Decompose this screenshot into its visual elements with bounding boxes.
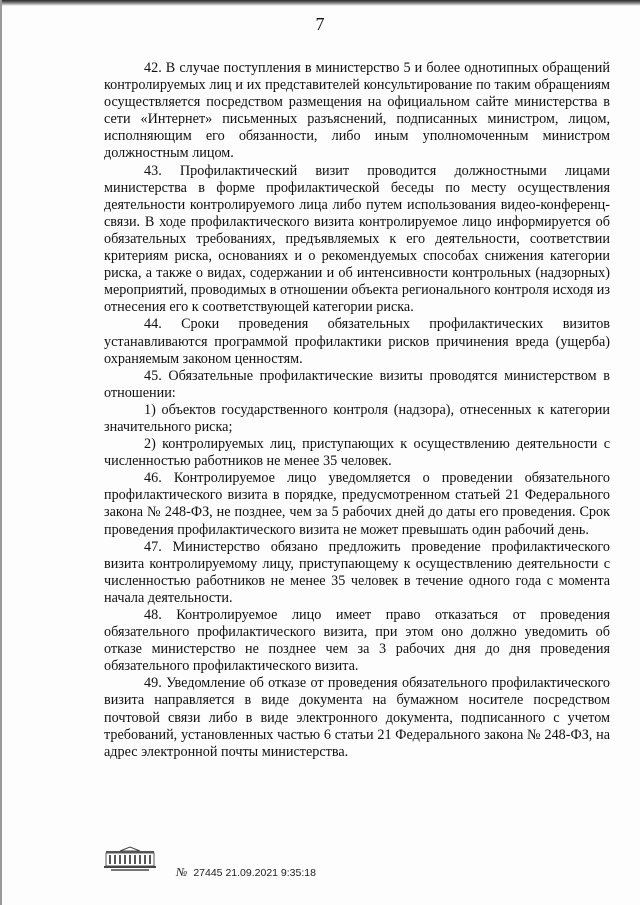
paragraph-42: 42. В случае поступления в министерство 5 и более однотипных обращений контролируемых лиц и их представителей консультирование по таким обращениям осуществляется посредством размещения на официальном сайте министерства в сети «Интернет» письменных разъяснений, подписанных министром, лицом, исполняющим его обязанности, либо иным уполномоченным министром должностным лицом. — [104, 60, 610, 162]
paragraph-46: 46. Контролируемое лицо уведомляется о проведении обязательного профилактического визита в порядке, предусмотренном статьей 21 Федерального закона № 248-ФЗ, не позднее, чем за 5 рабочих дней до даты его проведения. Срок проведения профилактического визита не может превышать один рабочий день. — [104, 470, 610, 538]
paragraph-44: 44. Сроки проведения обязательных профилактических визитов устанавливаются программой профилактики рисков причинения вреда (ущерба) охраняемым законом ценностям. — [104, 316, 610, 367]
document-stamp — [176, 866, 316, 879]
stamp-text: 27445 21.09.2021 9:35:18 — [193, 867, 316, 879]
paragraph-49: 49. Уведомление об отказе от проведения обязательного профилактического визита направляется в виде документа на бумажном носителе посредством почтовой связи либо в виде электронного документа, подписанного с учетом требований, установленных частью 6 статьи 21 Федерального закона № 248-ФЗ, на адрес электронной почты министерства. — [104, 675, 610, 760]
paragraph-43: 43. Профилактический визит проводится должностными лицами министерства в форме профилактической беседы по месту осуществления деятельности контролируемого лица либо путем использования видео-конференц-связи. В ходе профилактического визита контролируемое лицо информируется об обязательных требованиях, предъявляемых к его деятельности, соответствии критериям риска, основаниях и о рекомендуемых способах снижения категории риска, а также о видах, содержании и об интенсивности контрольных (надзорных) мероприятий, проводимых в отношении объекта регионального контроля исходя из отнесения его к соответствующей категории риска. — [104, 162, 610, 316]
scan-edge-top — [0, 0, 640, 6]
document-body — [104, 60, 610, 761]
stamp-symbol: № — [176, 865, 188, 879]
paragraph-45: 45. Обязательные профилактические визиты проводятся министерством в отношении: — [104, 367, 610, 401]
page-number: 7 — [315, 14, 325, 34]
paragraph-45-item-2: 2) контролируемых лиц, приступающих к осуществлению деятельности с численностью работников не менее 35 человек. — [104, 436, 610, 470]
paragraph-45-item-1: 1) объектов государственного контроля (надзора), отнесенных к категории значительного риска; — [104, 401, 610, 435]
paragraph-48: 48. Контролируемое лицо имеет право отказаться от проведения обязательного профилактического визита, при этом оно должно уведомить об отказе министерство не позднее чем за 3 рабочих дня до дня проведения обязательного профилактического визита. — [104, 607, 610, 675]
paragraph-47: 47. Министерство обязано предложить проведение профилактического визита контролируемому лицу, приступающему к осуществлению деятельности с численностью работников не менее 35 человек в течение одного года с момента начала деятельности. — [104, 538, 610, 606]
scan-edge-left — [0, 0, 2, 905]
government-building-logo-icon — [103, 845, 157, 873]
